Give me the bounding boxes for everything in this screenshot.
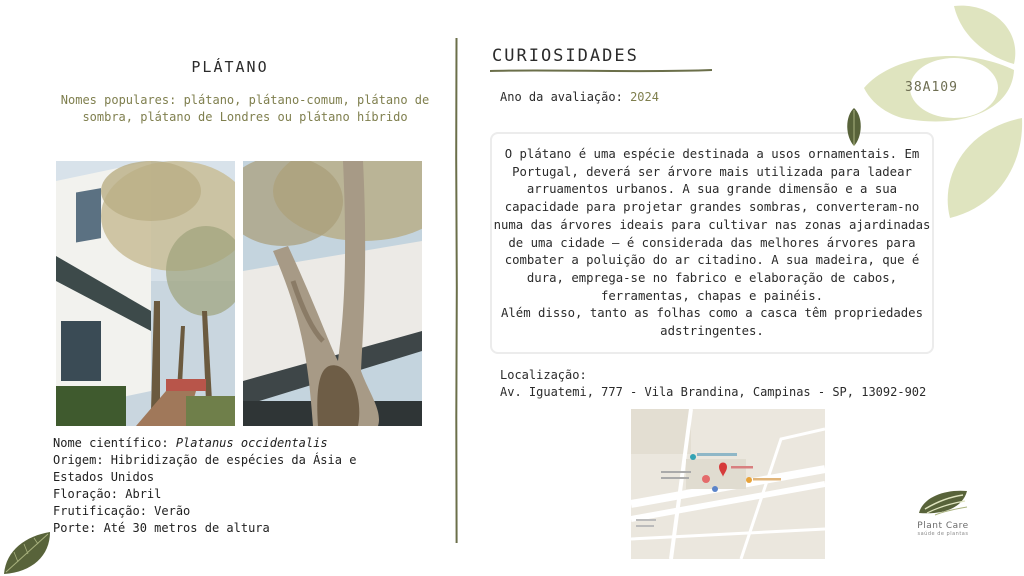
fruiting: Frutificação: Verão [53,504,191,518]
plant-facts [53,435,383,537]
tree-code: 38A109 [905,80,958,95]
curiosities-paragraph-2: Além disso, tanto as folhas como a casca têm propriedades adstringentes. [501,306,923,339]
flowering: Floração: Abril [53,487,162,501]
brand-name: Plant Care [917,521,969,531]
plant-title: PLÁTANO [191,58,269,76]
location [500,367,926,401]
size: Porte: Até 30 metros de altura [53,521,270,535]
brand-logo [906,487,980,543]
curiosities-paragraph-1: O plátano é uma espécie destinada a usos ornamentais. Em Portugal, deverá ser árvore mais utilizada para ladear arruamentos urbanos. A sua grande dimensão e a sua capacidade para projetar grandes sombras, converteram-no numa das árvores ideais para cultivar nas zonas ajardinadas de uma cidade – é considerada das melhores árvores para combater a poluição do ar citadino. A sua madeira, que é dura, emprega-se no fabrico e elaboração de cabos, ferramentas, chapas e painéis. [493,147,931,303]
origin-line-2: Estados Unidos [53,470,155,484]
location-label: Localização: [500,368,587,382]
brand-logo-icon [915,487,971,517]
brand-tagline: saúde de plantas [917,531,969,537]
leaf-icon [843,106,865,148]
scientific-name-label: Nome científico: [53,436,169,450]
location-map[interactable] [631,409,825,559]
curiosities-title: CURIOSIDADES [492,46,639,66]
scientific-name: Platanus occidentalis [175,436,328,450]
column-divider [455,38,458,543]
leaf-icon-bottom [0,530,54,576]
year-label: Ano da avaliação: [500,90,623,104]
evaluation-year [500,90,659,104]
year-value: 2024 [630,90,659,104]
location-address: Av. Iguatemi, 777 - Vila Brandina, Campinas - SP, 13092-902 [500,385,927,399]
origin-line-1: Origem: Hibridização de espécies da Ásia e [53,453,357,467]
scientific-name-row [53,435,383,452]
title-underline [490,68,712,74]
tree-photo-trunk [243,161,422,426]
decorative-leaves [862,0,1024,230]
popular-names: Nomes populares: plátano, plátano-comum, plátano de sombra, plátano de Londres ou plátano híbrido [60,93,430,124]
tree-photo-street [56,161,235,426]
